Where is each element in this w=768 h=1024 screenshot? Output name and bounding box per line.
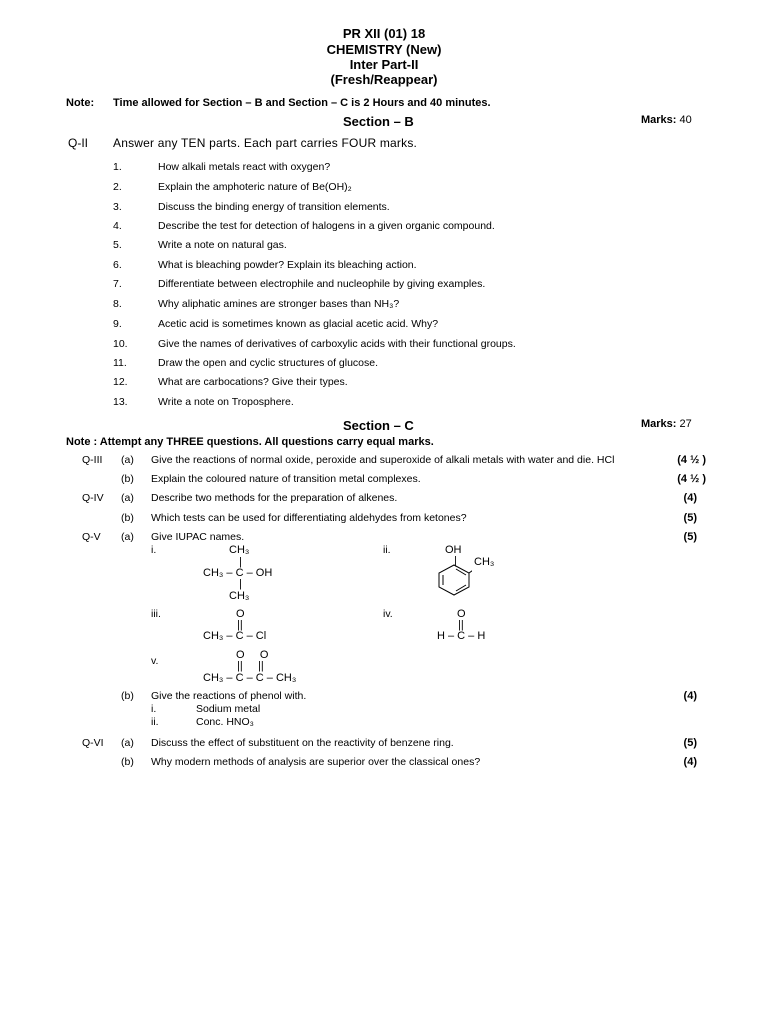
structure-text: O bbox=[457, 608, 466, 620]
note-text: Time allowed for Section – B and Section – C is 2 Hours and 40 minutes. bbox=[113, 97, 491, 109]
subject-title: CHEMISTRY (New) bbox=[326, 42, 442, 57]
structure-label: iii. bbox=[151, 608, 161, 620]
part-label: (b) bbox=[121, 756, 134, 768]
question-text: Explain the coloured nature of transition metal complexes. bbox=[151, 473, 421, 485]
item-number: 3. bbox=[113, 201, 122, 213]
list-item: Describe the test for detection of halogens in a given organic compound. bbox=[158, 220, 495, 232]
section-b-marks bbox=[641, 114, 692, 126]
question-marks: (4) bbox=[683, 690, 697, 702]
question-text: Give IUPAC names. bbox=[151, 531, 245, 543]
structure-bond: | bbox=[454, 555, 457, 567]
list-item: What is bleaching powder? Explain its bleaching action. bbox=[158, 259, 417, 271]
question-marks: (5) bbox=[683, 737, 697, 749]
structure-text: CH₃ bbox=[229, 590, 250, 602]
item-number: 10. bbox=[113, 338, 128, 350]
list-item: Acetic acid is sometimes known as glacial acetic acid. Why? bbox=[158, 318, 439, 330]
question-marks: (4) bbox=[683, 756, 697, 768]
part-label: (a) bbox=[121, 492, 134, 504]
part-label: (a) bbox=[121, 531, 134, 543]
note-label: Note: bbox=[66, 97, 95, 109]
list-item: Why aliphatic amines are stronger bases than NH₃? bbox=[158, 298, 400, 310]
structure-bond: | bbox=[239, 556, 242, 568]
exam-type: (Fresh/Reappear) bbox=[330, 72, 438, 87]
question-marks: (5) bbox=[683, 531, 697, 543]
question-text: Which tests can be used for differentiating aldehydes from ketones? bbox=[151, 512, 467, 524]
structure-text: CH₃ bbox=[229, 544, 250, 556]
structure-text: CH₃ – C – OH bbox=[203, 567, 273, 579]
sub-item-number: ii. bbox=[151, 716, 159, 728]
section-b-title: Section – B bbox=[343, 114, 414, 129]
question-number: Q-V bbox=[82, 531, 101, 543]
part-title: Inter Part-II bbox=[349, 57, 419, 72]
structure-text: O bbox=[236, 608, 245, 620]
list-item: Write a note on Troposphere. bbox=[158, 396, 294, 408]
item-number: 7. bbox=[113, 278, 122, 290]
item-number: 5. bbox=[113, 239, 122, 251]
marks-label: Marks: bbox=[641, 418, 677, 430]
structure-text: OH bbox=[445, 544, 462, 556]
section-c-note: Note : Attempt any THREE questions. All questions carry equal marks. bbox=[66, 436, 434, 448]
part-label: (b) bbox=[121, 690, 134, 702]
question-text: Why modern methods of analysis are superior over the classical ones? bbox=[151, 756, 481, 768]
list-item: Explain the amphoteric nature of Be(OH)₂ bbox=[158, 181, 352, 193]
section-c-marks bbox=[641, 418, 692, 430]
question-text: Give the reactions of phenol with. bbox=[151, 690, 307, 702]
question-text: Give the reactions of normal oxide, peroxide and superoxide of alkali metals with water and die. HCl bbox=[151, 454, 615, 466]
benzene-ring-icon bbox=[436, 564, 472, 596]
structure-bond: || bbox=[237, 619, 243, 631]
marks-value: 27 bbox=[679, 418, 692, 430]
item-number: 13. bbox=[113, 396, 128, 408]
question-number: Q-VI bbox=[82, 737, 104, 749]
question-text: Describe two methods for the preparation of alkenes. bbox=[151, 492, 398, 504]
list-item: Discuss the binding energy of transition elements. bbox=[158, 201, 390, 213]
question-marks: (4 ½ ) bbox=[677, 473, 706, 485]
list-item: Write a note on natural gas. bbox=[158, 239, 287, 251]
section-b-instruction: Answer any TEN parts. Each part carries FOUR marks. bbox=[113, 136, 418, 150]
item-number: 8. bbox=[113, 298, 122, 310]
marks-value: 40 bbox=[679, 114, 692, 126]
item-number: 2. bbox=[113, 181, 122, 193]
question-number: Q-II bbox=[68, 136, 88, 150]
structure-text: O O bbox=[236, 649, 269, 661]
sub-item-number: i. bbox=[151, 703, 157, 715]
question-marks: (4) bbox=[683, 492, 697, 504]
structure-label: i. bbox=[151, 544, 157, 556]
part-label: (a) bbox=[121, 454, 134, 466]
question-number: Q-IV bbox=[82, 492, 104, 504]
question-marks: (4 ½ ) bbox=[677, 454, 706, 466]
sub-item: Sodium metal bbox=[196, 703, 261, 715]
list-item: Give the names of derivatives of carboxylic acids with their functional groups. bbox=[158, 338, 516, 350]
item-number: 6. bbox=[113, 259, 122, 271]
list-item: Differentiate between electrophile and nucleophile by giving examples. bbox=[158, 278, 486, 290]
part-label: (a) bbox=[121, 737, 134, 749]
structure-text: CH₃ – C – C – CH₃ bbox=[203, 672, 297, 684]
question-text: Discuss the effect of substituent on the reactivity of benzene ring. bbox=[151, 737, 454, 749]
sub-item: Conc. HNO₃ bbox=[196, 716, 254, 728]
structure-text: H – C – H bbox=[437, 630, 486, 642]
structure-bond: || bbox=[458, 619, 464, 631]
part-label: (b) bbox=[121, 473, 134, 485]
item-number: 9. bbox=[113, 318, 122, 330]
structure-label: ii. bbox=[383, 544, 391, 556]
paper-code: PR XII (01) 18 bbox=[342, 26, 426, 41]
item-number: 1. bbox=[113, 161, 122, 173]
question-marks: (5) bbox=[683, 512, 697, 524]
list-item: What are carbocations? Give their types. bbox=[158, 376, 348, 388]
item-number: 12. bbox=[113, 376, 128, 388]
list-item: Draw the open and cyclic structures of glucose. bbox=[158, 357, 379, 369]
item-number: 4. bbox=[113, 220, 122, 232]
item-number: 11. bbox=[113, 357, 127, 369]
structure-bond: | bbox=[239, 578, 242, 590]
structure-text: CH₃ bbox=[474, 556, 495, 568]
question-number: Q-III bbox=[82, 454, 103, 466]
marks-label: Marks: bbox=[641, 114, 677, 126]
structure-bond: || || bbox=[237, 660, 264, 672]
structure-label: iv. bbox=[383, 608, 393, 620]
structure-label: v. bbox=[151, 655, 159, 667]
part-label: (b) bbox=[121, 512, 134, 524]
structure-text: CH₃ – C – Cl bbox=[203, 630, 267, 642]
section-c-title: Section – C bbox=[343, 418, 414, 433]
list-item: How alkali metals react with oxygen? bbox=[158, 161, 331, 173]
